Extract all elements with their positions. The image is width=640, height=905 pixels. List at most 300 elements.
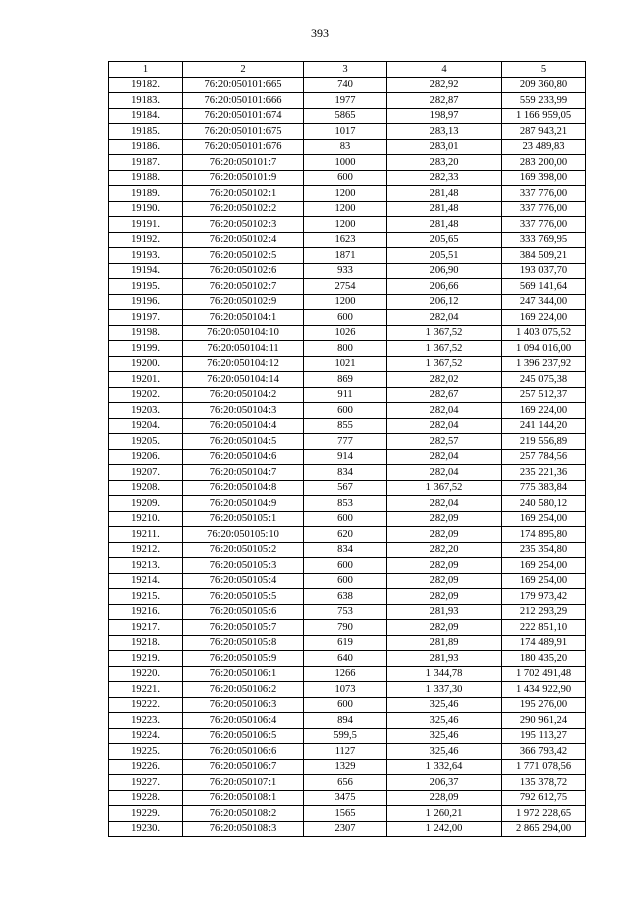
cadastral-number-cell: 76:20:050105:1: [183, 511, 304, 527]
rate-cell: 282,67: [387, 387, 502, 403]
row-number-cell: 19204.: [109, 418, 183, 434]
row-number-cell: 19188.: [109, 170, 183, 186]
data-table: [108, 61, 586, 837]
value-cell: 245 075,38: [502, 372, 586, 388]
area-cell: 2754: [304, 279, 387, 295]
value-cell: 195 276,00: [502, 697, 586, 713]
table-row: [109, 558, 586, 574]
area-cell: 620: [304, 527, 387, 543]
row-number-cell: 19215.: [109, 589, 183, 605]
rate-cell: 282,09: [387, 511, 502, 527]
value-cell: 559 233,99: [502, 93, 586, 109]
area-cell: 1623: [304, 232, 387, 248]
cadastral-number-cell: 76:20:050102:5: [183, 248, 304, 264]
rate-cell: 281,89: [387, 635, 502, 651]
table-row: [109, 666, 586, 682]
value-cell: 169 254,00: [502, 573, 586, 589]
row-number-cell: 19230.: [109, 821, 183, 837]
column-header-cell: 4: [387, 62, 502, 78]
table-row: [109, 651, 586, 667]
rate-cell: 325,46: [387, 728, 502, 744]
area-cell: 656: [304, 775, 387, 791]
table-row: [109, 496, 586, 512]
table-row: [109, 201, 586, 217]
area-cell: 1200: [304, 217, 387, 233]
row-number-cell: 19197.: [109, 310, 183, 326]
row-number-cell: 19201.: [109, 372, 183, 388]
area-cell: 600: [304, 403, 387, 419]
cadastral-number-cell: 76:20:050106:6: [183, 744, 304, 760]
table-row: [109, 790, 586, 806]
cadastral-number-cell: 76:20:050101:666: [183, 93, 304, 109]
value-cell: 222 851,10: [502, 620, 586, 636]
cadastral-number-cell: 76:20:050106:1: [183, 666, 304, 682]
area-cell: 800: [304, 341, 387, 357]
table-row: [109, 697, 586, 713]
cadastral-number-cell: 76:20:050106:3: [183, 697, 304, 713]
rate-cell: 1 367,52: [387, 341, 502, 357]
area-cell: 599,5: [304, 728, 387, 744]
value-cell: 337 776,00: [502, 217, 586, 233]
value-cell: 235 354,80: [502, 542, 586, 558]
cadastral-number-cell: 76:20:050101:7: [183, 155, 304, 171]
table-row: [109, 325, 586, 341]
cadastral-number-cell: 76:20:050104:1: [183, 310, 304, 326]
area-cell: 1977: [304, 93, 387, 109]
cadastral-number-cell: 76:20:050102:2: [183, 201, 304, 217]
area-cell: 1127: [304, 744, 387, 760]
rate-cell: 281,48: [387, 217, 502, 233]
area-cell: 1266: [304, 666, 387, 682]
row-number-cell: 19198.: [109, 325, 183, 341]
value-cell: 195 113,27: [502, 728, 586, 744]
row-number-cell: 19195.: [109, 279, 183, 295]
cadastral-number-cell: 76:20:050108:3: [183, 821, 304, 837]
cadastral-number-cell: 76:20:050105:3: [183, 558, 304, 574]
value-cell: 1 403 075,52: [502, 325, 586, 341]
cadastral-number-cell: 76:20:050104:11: [183, 341, 304, 357]
cadastral-number-cell: 76:20:050101:674: [183, 108, 304, 124]
rate-cell: 282,04: [387, 465, 502, 481]
column-header-cell: 5: [502, 62, 586, 78]
area-cell: 1871: [304, 248, 387, 264]
value-cell: 1 396 237,92: [502, 356, 586, 372]
row-number-cell: 19200.: [109, 356, 183, 372]
row-number-cell: 19192.: [109, 232, 183, 248]
value-cell: 1 166 959,05: [502, 108, 586, 124]
rate-cell: 205,65: [387, 232, 502, 248]
rate-cell: 325,46: [387, 713, 502, 729]
table-row: [109, 139, 586, 155]
row-number-cell: 19189.: [109, 186, 183, 202]
rate-cell: 1 337,30: [387, 682, 502, 698]
value-cell: 169 224,00: [502, 310, 586, 326]
table-row: [109, 449, 586, 465]
rate-cell: 283,13: [387, 124, 502, 140]
rate-cell: 283,01: [387, 139, 502, 155]
area-cell: 600: [304, 170, 387, 186]
table-row: [109, 542, 586, 558]
cadastral-number-cell: 76:20:050105:6: [183, 604, 304, 620]
table-row: [109, 155, 586, 171]
row-number-cell: 19207.: [109, 465, 183, 481]
cadastral-number-cell: 76:20:050101:675: [183, 124, 304, 140]
value-cell: 174 895,80: [502, 527, 586, 543]
row-number-cell: 19220.: [109, 666, 183, 682]
table-row: [109, 480, 586, 496]
value-cell: 1 771 078,56: [502, 759, 586, 775]
rate-cell: 281,93: [387, 651, 502, 667]
value-cell: 283 200,00: [502, 155, 586, 171]
rate-cell: 206,90: [387, 263, 502, 279]
row-number-cell: 19187.: [109, 155, 183, 171]
table-row: [109, 310, 586, 326]
cadastral-number-cell: 76:20:050102:9: [183, 294, 304, 310]
table-row: [109, 511, 586, 527]
rate-cell: 282,09: [387, 527, 502, 543]
cadastral-number-cell: 76:20:050105:7: [183, 620, 304, 636]
table-row: [109, 775, 586, 791]
value-cell: 257 784,56: [502, 449, 586, 465]
row-number-cell: 19191.: [109, 217, 183, 233]
row-number-cell: 19206.: [109, 449, 183, 465]
area-cell: 1565: [304, 806, 387, 822]
area-cell: 1021: [304, 356, 387, 372]
table-row: [109, 713, 586, 729]
row-number-cell: 19222.: [109, 697, 183, 713]
table-row: [109, 821, 586, 837]
row-number-cell: 19226.: [109, 759, 183, 775]
area-cell: 853: [304, 496, 387, 512]
row-number-cell: 19184.: [109, 108, 183, 124]
cadastral-number-cell: 76:20:050104:4: [183, 418, 304, 434]
row-number-cell: 19196.: [109, 294, 183, 310]
table-row: [109, 279, 586, 295]
cadastral-number-cell: 76:20:050104:9: [183, 496, 304, 512]
cadastral-number-cell: 76:20:050106:5: [183, 728, 304, 744]
table-row: [109, 263, 586, 279]
table-row: [109, 759, 586, 775]
value-cell: 337 776,00: [502, 186, 586, 202]
cadastral-number-cell: 76:20:050104:3: [183, 403, 304, 419]
value-cell: 337 776,00: [502, 201, 586, 217]
area-cell: 640: [304, 651, 387, 667]
value-cell: 1 094 016,00: [502, 341, 586, 357]
area-cell: 1200: [304, 201, 387, 217]
rate-cell: 282,04: [387, 418, 502, 434]
area-cell: 855: [304, 418, 387, 434]
area-cell: 1073: [304, 682, 387, 698]
rate-cell: 282,33: [387, 170, 502, 186]
table-row: [109, 372, 586, 388]
area-cell: 777: [304, 434, 387, 450]
value-cell: 2 865 294,00: [502, 821, 586, 837]
row-number-cell: 19214.: [109, 573, 183, 589]
cadastral-number-cell: 76:20:050104:8: [183, 480, 304, 496]
rate-cell: 206,37: [387, 775, 502, 791]
table-row: [109, 93, 586, 109]
row-number-cell: 19182.: [109, 77, 183, 93]
rate-cell: 282,92: [387, 77, 502, 93]
row-number-cell: 19228.: [109, 790, 183, 806]
rate-cell: 198,97: [387, 108, 502, 124]
cadastral-number-cell: 76:20:050104:2: [183, 387, 304, 403]
rate-cell: 283,20: [387, 155, 502, 171]
area-cell: 753: [304, 604, 387, 620]
table-row: [109, 77, 586, 93]
area-cell: 83: [304, 139, 387, 155]
row-number-cell: 19211.: [109, 527, 183, 543]
cadastral-number-cell: 76:20:050105:4: [183, 573, 304, 589]
table-header-row: [109, 62, 586, 78]
area-cell: 638: [304, 589, 387, 605]
row-number-cell: 19202.: [109, 387, 183, 403]
rate-cell: 281,48: [387, 201, 502, 217]
row-number-cell: 19212.: [109, 542, 183, 558]
cadastral-number-cell: 76:20:050106:2: [183, 682, 304, 698]
table-row: [109, 418, 586, 434]
area-cell: 1026: [304, 325, 387, 341]
cadastral-number-cell: 76:20:050105:9: [183, 651, 304, 667]
area-cell: 619: [304, 635, 387, 651]
table-body: [109, 62, 586, 837]
area-cell: 5865: [304, 108, 387, 124]
value-cell: 169 398,00: [502, 170, 586, 186]
table-row: [109, 186, 586, 202]
cadastral-number-cell: 76:20:050105:2: [183, 542, 304, 558]
area-cell: 911: [304, 387, 387, 403]
area-cell: 933: [304, 263, 387, 279]
table-row: [109, 744, 586, 760]
table-row: [109, 573, 586, 589]
rate-cell: 206,12: [387, 294, 502, 310]
cadastral-number-cell: 76:20:050104:12: [183, 356, 304, 372]
cadastral-number-cell: 76:20:050105:5: [183, 589, 304, 605]
value-cell: 333 769,95: [502, 232, 586, 248]
table-row: [109, 294, 586, 310]
table-row: [109, 682, 586, 698]
cadastral-number-cell: 76:20:050102:3: [183, 217, 304, 233]
area-cell: 790: [304, 620, 387, 636]
table-row: [109, 124, 586, 140]
row-number-cell: 19223.: [109, 713, 183, 729]
cadastral-number-cell: 76:20:050102:7: [183, 279, 304, 295]
area-cell: 1200: [304, 294, 387, 310]
value-cell: 366 793,42: [502, 744, 586, 760]
table-row: [109, 527, 586, 543]
rate-cell: 1 367,52: [387, 325, 502, 341]
table-row: [109, 806, 586, 822]
value-cell: 169 254,00: [502, 511, 586, 527]
page-number: 393: [311, 26, 329, 40]
area-cell: 834: [304, 465, 387, 481]
table-row: [109, 217, 586, 233]
value-cell: 247 344,00: [502, 294, 586, 310]
cadastral-number-cell: 76:20:050108:2: [183, 806, 304, 822]
cadastral-number-cell: 76:20:050104:10: [183, 325, 304, 341]
table-row: [109, 387, 586, 403]
value-cell: 792 612,75: [502, 790, 586, 806]
value-cell: 174 489,91: [502, 635, 586, 651]
cadastral-number-cell: 76:20:050104:7: [183, 465, 304, 481]
area-cell: 600: [304, 697, 387, 713]
cadastral-number-cell: 76:20:050101:9: [183, 170, 304, 186]
cadastral-number-cell: 76:20:050107:1: [183, 775, 304, 791]
value-cell: 235 221,36: [502, 465, 586, 481]
table-row: [109, 232, 586, 248]
area-cell: 600: [304, 558, 387, 574]
area-cell: 894: [304, 713, 387, 729]
area-cell: 1000: [304, 155, 387, 171]
cadastral-number-cell: 76:20:050101:665: [183, 77, 304, 93]
table-row: [109, 108, 586, 124]
column-header-cell: 1: [109, 62, 183, 78]
row-number-cell: 19205.: [109, 434, 183, 450]
rate-cell: 325,46: [387, 697, 502, 713]
area-cell: 834: [304, 542, 387, 558]
row-number-cell: 19210.: [109, 511, 183, 527]
table-row: [109, 170, 586, 186]
value-cell: 290 961,24: [502, 713, 586, 729]
value-cell: 219 556,89: [502, 434, 586, 450]
rate-cell: 282,09: [387, 558, 502, 574]
table-row: [109, 728, 586, 744]
row-number-cell: 19186.: [109, 139, 183, 155]
area-cell: 740: [304, 77, 387, 93]
value-cell: 1 972 228,65: [502, 806, 586, 822]
value-cell: 179 973,42: [502, 589, 586, 605]
area-cell: 567: [304, 480, 387, 496]
cadastral-number-cell: 76:20:050105:10: [183, 527, 304, 543]
rate-cell: 325,46: [387, 744, 502, 760]
rate-cell: 205,51: [387, 248, 502, 264]
value-cell: 384 509,21: [502, 248, 586, 264]
cadastral-number-cell: 76:20:050104:5: [183, 434, 304, 450]
value-cell: 241 144,20: [502, 418, 586, 434]
rate-cell: 1 242,00: [387, 821, 502, 837]
value-cell: 287 943,21: [502, 124, 586, 140]
value-cell: 212 293,29: [502, 604, 586, 620]
area-cell: 869: [304, 372, 387, 388]
row-number-cell: 19203.: [109, 403, 183, 419]
column-header-cell: 3: [304, 62, 387, 78]
rate-cell: 281,93: [387, 604, 502, 620]
area-cell: 2307: [304, 821, 387, 837]
table-row: [109, 635, 586, 651]
cadastral-number-cell: 76:20:050104:6: [183, 449, 304, 465]
rate-cell: 282,04: [387, 449, 502, 465]
row-number-cell: 19218.: [109, 635, 183, 651]
row-number-cell: 19217.: [109, 620, 183, 636]
row-number-cell: 19221.: [109, 682, 183, 698]
rate-cell: 282,87: [387, 93, 502, 109]
value-cell: 1 702 491,48: [502, 666, 586, 682]
value-cell: 23 489,83: [502, 139, 586, 155]
value-cell: 169 254,00: [502, 558, 586, 574]
row-number-cell: 19225.: [109, 744, 183, 760]
rate-cell: 282,02: [387, 372, 502, 388]
table-row: [109, 465, 586, 481]
row-number-cell: 19199.: [109, 341, 183, 357]
row-number-cell: 19229.: [109, 806, 183, 822]
row-number-cell: 19219.: [109, 651, 183, 667]
rate-cell: 282,09: [387, 589, 502, 605]
rate-cell: 282,20: [387, 542, 502, 558]
table-row: [109, 434, 586, 450]
value-cell: 180 435,20: [502, 651, 586, 667]
area-cell: 1200: [304, 186, 387, 202]
value-cell: 169 224,00: [502, 403, 586, 419]
cadastral-number-cell: 76:20:050106:4: [183, 713, 304, 729]
area-cell: 600: [304, 511, 387, 527]
cadastral-number-cell: 76:20:050102:4: [183, 232, 304, 248]
value-cell: 257 512,37: [502, 387, 586, 403]
row-number-cell: 19185.: [109, 124, 183, 140]
cadastral-number-cell: 76:20:050108:1: [183, 790, 304, 806]
rate-cell: 282,09: [387, 620, 502, 636]
table-row: [109, 620, 586, 636]
row-number-cell: 19216.: [109, 604, 183, 620]
rate-cell: 282,04: [387, 310, 502, 326]
row-number-cell: 19190.: [109, 201, 183, 217]
row-number-cell: 19213.: [109, 558, 183, 574]
rate-cell: 281,48: [387, 186, 502, 202]
rate-cell: 282,57: [387, 434, 502, 450]
cadastral-number-cell: 76:20:050102:6: [183, 263, 304, 279]
rate-cell: 282,04: [387, 496, 502, 512]
rate-cell: 206,66: [387, 279, 502, 295]
area-cell: 1017: [304, 124, 387, 140]
area-cell: 914: [304, 449, 387, 465]
cadastral-number-cell: 76:20:050101:676: [183, 139, 304, 155]
value-cell: 209 360,80: [502, 77, 586, 93]
value-cell: 240 580,12: [502, 496, 586, 512]
table-row: [109, 403, 586, 419]
rate-cell: 1 332,64: [387, 759, 502, 775]
cadastral-number-cell: 76:20:050106:7: [183, 759, 304, 775]
area-cell: 3475: [304, 790, 387, 806]
row-number-cell: 19193.: [109, 248, 183, 264]
row-number-cell: 19194.: [109, 263, 183, 279]
table-row: [109, 604, 586, 620]
area-cell: 1329: [304, 759, 387, 775]
table-row: [109, 341, 586, 357]
rate-cell: 282,09: [387, 573, 502, 589]
table-row: [109, 589, 586, 605]
rate-cell: 1 344,78: [387, 666, 502, 682]
value-cell: 135 378,72: [502, 775, 586, 791]
rate-cell: 1 367,52: [387, 356, 502, 372]
cadastral-number-cell: 76:20:050105:8: [183, 635, 304, 651]
value-cell: 569 141,64: [502, 279, 586, 295]
cadastral-number-cell: 76:20:050104:14: [183, 372, 304, 388]
rate-cell: 282,04: [387, 403, 502, 419]
rate-cell: 1 260,21: [387, 806, 502, 822]
row-number-cell: 19224.: [109, 728, 183, 744]
area-cell: 600: [304, 573, 387, 589]
value-cell: 1 434 922,90: [502, 682, 586, 698]
row-number-cell: 19209.: [109, 496, 183, 512]
table-row: [109, 248, 586, 264]
rate-cell: 228,09: [387, 790, 502, 806]
row-number-cell: 19208.: [109, 480, 183, 496]
value-cell: 775 383,84: [502, 480, 586, 496]
cadastral-number-cell: 76:20:050102:1: [183, 186, 304, 202]
column-header-cell: 2: [183, 62, 304, 78]
row-number-cell: 19227.: [109, 775, 183, 791]
value-cell: 193 037,70: [502, 263, 586, 279]
row-number-cell: 19183.: [109, 93, 183, 109]
